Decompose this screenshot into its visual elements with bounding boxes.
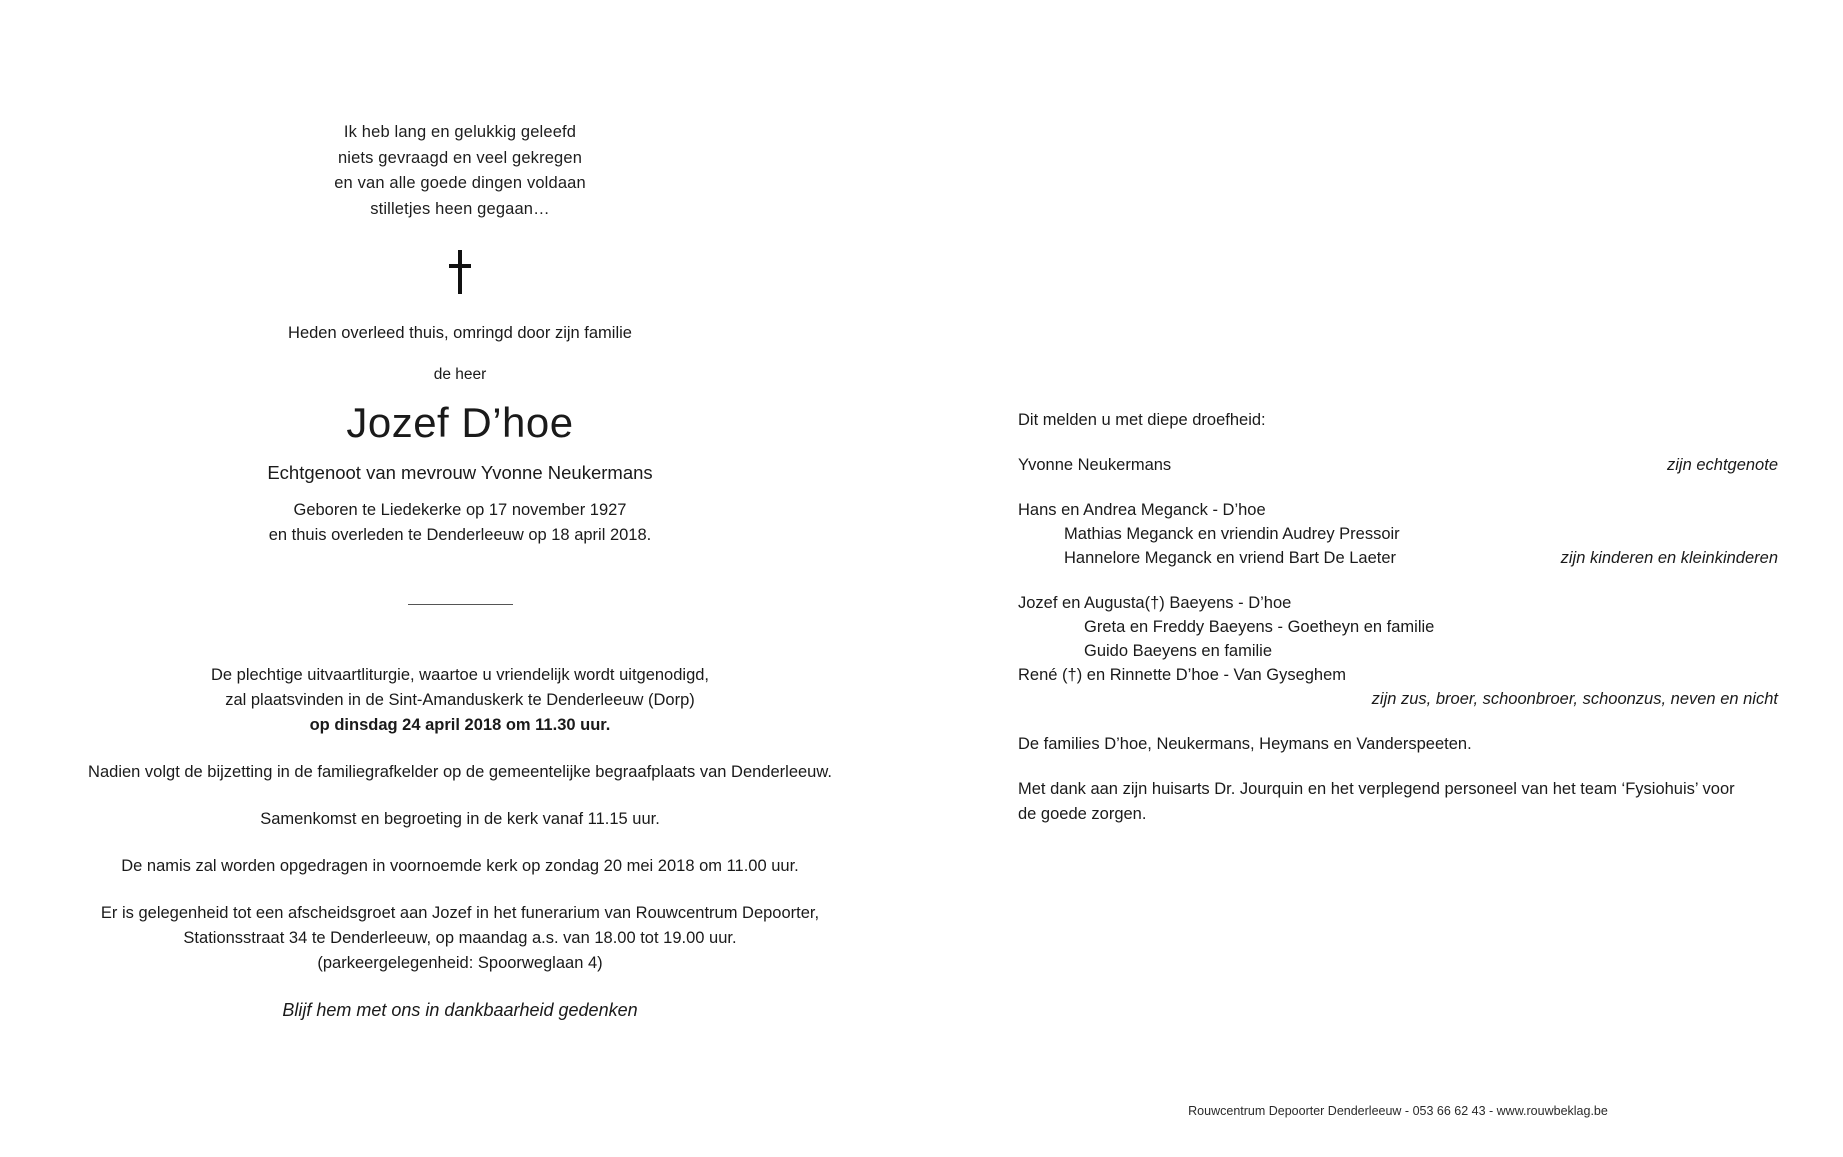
children-block [1018,498,1778,570]
poem [60,120,860,222]
siblings-line-1: Jozef en Augusta(†) Baeyens - D’hoe [1018,594,1292,612]
spouse-line: Echtgenoot van mevrouw Yvonne Neukermans [267,462,653,483]
thanks-line-2: de goede zorgen. [1018,805,1147,823]
left-panel [60,120,860,1023]
siblings-block [1018,591,1778,711]
intro-line: Dit melden u met diepe droefheid: [1018,411,1266,429]
thanks-block [1018,777,1778,827]
death-line: en thuis overleden te Denderleeuw op 18 april 2018. [268,526,652,544]
service-farewell-line-2: Stationsstraat 34 te Denderleeuw, op maandag a.s. van 18.00 tot 19.00 uur. [183,929,737,947]
spouse-block [1018,453,1778,477]
poem-line-3: en van alle goede dingen voldaan [334,174,586,192]
siblings-line-3: Guido Baeyens en familie [1084,642,1273,660]
birth-line: Geboren te Liedekerke op 17 november 1927 [293,501,627,519]
poem-line-2: niets gevraagd en veel gekregen [337,148,583,167]
children-line-3-text: Hannelore Meganck en vriend Bart De Laeter [1064,549,1397,567]
families-block [1018,732,1778,756]
service-details [60,663,860,1023]
spouse-role: zijn echtgenote [1667,456,1778,474]
spouse-name-line [1018,453,1778,477]
children-line-3 [1018,546,1778,570]
service-farewell-line-1: Er is gelegenheid tot een afscheidsgroet aan Jozef in het funerarium van Rouwcentrum Depoorter, [100,904,820,922]
service-burial: Nadien volgt de bijzetting in de familiegrafkelder op de gemeentelijke begraafplaats van Denderleeuw. [88,763,832,781]
families-line: De families D’hoe, Neukermans, Heymans en Vanderspeeten. [1018,735,1472,753]
service-liturgy-line-1: De plechtige uitvaartliturgie, waartoe u vriendelijk wordt uitgenodigd, [210,666,710,684]
service-memorial-mass: De namis zal worden opgedragen in voornoemde kerk op zondag 20 mei 2018 om 11.00 uur. [121,857,799,875]
children-line-1: Hans en Andrea Meganck - D’hoe [1018,501,1266,519]
service-liturgy [60,663,860,738]
service-liturgy-datetime: op dinsdag 24 april 2018 om 11.30 uur. [309,716,611,734]
intro-block [1018,408,1778,432]
children-role: zijn kinderen en kleinkinderen [1560,549,1778,567]
deceased-name: Jozef D’hoe [346,399,574,446]
siblings-line-2: Greta en Freddy Baeyens - Goetheyn en familie [1084,618,1435,636]
poem-line-4: stilletjes heen gegaan… [370,199,550,218]
siblings-line-4: René (†) en Rinnette D’hoe - Van Gyseghem [1018,666,1347,684]
right-panel [1018,408,1778,848]
service-farewell-line-3: (parkeergelegenheid: Spoorweglaan 4) [317,954,603,972]
announcement-line: Heden overleed thuis, omringd door zijn familie [288,324,632,342]
closing-line: Blijf hem met ons in dankbaarheid gedenken [282,1000,638,1020]
spouse-name: Yvonne Neukermans [1018,456,1172,474]
service-farewell [60,901,860,976]
footer-credit: Rouwcentrum Depoorter Denderleeuw - 053 66 62 43 - www.rouwbeklag.be [1188,1104,1608,1118]
divider [408,604,513,605]
poem-line-1: Ik heb lang en gelukkig geleefd [343,123,577,141]
latin-cross-icon [445,250,475,294]
service-liturgy-line-2: zal plaatsvinden in de Sint-Amanduskerk te Denderleeuw (Dorp) [225,691,695,709]
children-line-2: Mathias Meganck en vriendin Audrey Pressoir [1064,525,1400,543]
life-dates [60,498,860,548]
title-line: de heer [433,366,487,383]
thanks-line-1: Met dank aan zijn huisarts Dr. Jourquin en het verplegend personeel van het team ‘Fysiohuis’ voor [1018,780,1735,798]
siblings-role: zijn zus, broer, schoonbroer, schoonzus, neven en nicht [1371,690,1778,708]
service-gathering: Samenkomst en begroeting in de kerk vanaf 11.15 uur. [260,810,660,828]
